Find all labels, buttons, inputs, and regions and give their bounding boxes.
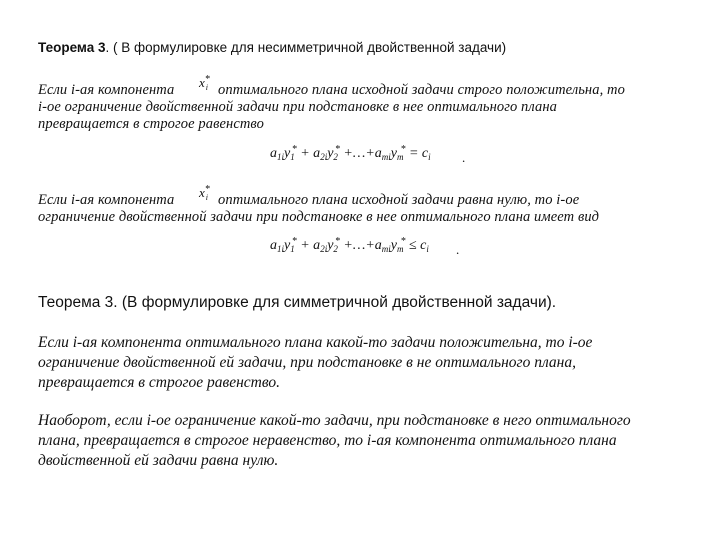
- formula-equality-period: .: [462, 150, 466, 165]
- p2-line1b: оптимального плана исходной задачи равна нулю, то i-ое: [218, 192, 580, 208]
- b2-p1-line3: превращается в строгое равенство.: [38, 374, 281, 391]
- formula-equality-text: $a_{1i}y_1^* + a_{2i}y_2^*$ $+\dots+a_{mi}y_m^* = c_i$: [270, 144, 431, 162]
- p1-line1b: оптимального плана исходной задачи строго положительна, то: [218, 82, 625, 98]
- formula-inequality-period: .: [456, 242, 460, 257]
- b2-p2-line2: плана, превращается в строгое неравенство, то i-ая компонента оптимального плана: [38, 432, 617, 449]
- theorem-title-asymmetric: [38, 40, 506, 55]
- b2-p2-line3: двойственной ей задачи равна нулю.: [38, 452, 279, 469]
- p2-line1a: Если i-ая компонента: [38, 192, 175, 208]
- theorem-title-bold: Теорема 3: [38, 40, 106, 55]
- b2-p1-line1: Если i-ая компонента оптимального плана какой-то задачи положительна, то i-ое: [38, 334, 593, 351]
- b2-p2-line1: Наоборот, если i-ое ограничение какой-то задачи, при подстановке в него оптимального: [38, 412, 631, 429]
- theorem-title-symmetric: Теорема 3. (В формулировке для симметричной двойственной задачи).: [38, 294, 557, 311]
- p1-line1a: Если i-ая компонента: [38, 82, 175, 98]
- xi-star-symbol-1: $x^*_i$: [199, 74, 210, 92]
- formula-equality: [270, 144, 431, 162]
- b2-p1-line2: ограничение двойственной ей задачи, при подстановке в не оптимального плана,: [38, 354, 576, 371]
- xi-star-symbol-2: $x^*_i$: [199, 184, 210, 202]
- formula-inequality: [270, 236, 429, 254]
- p1-line2: i-ое ограничение двойственной задачи при подстановке в нее оптимального плана: [38, 99, 558, 115]
- p1-line3: превращается в строгое равенство: [38, 116, 264, 132]
- formula-inequality-text: $a_{1i}y_1^* + a_{2i}y_2^*$ $+\dots+a_{mi}y_m^* \le c_i$: [270, 236, 429, 254]
- p2-line2: ограничение двойственной задачи при подстановке в нее оптимального плана имеет вид: [38, 209, 600, 225]
- theorem-title-rest: . ( В формулировке для несимметричной двойственной задачи): [105, 40, 507, 55]
